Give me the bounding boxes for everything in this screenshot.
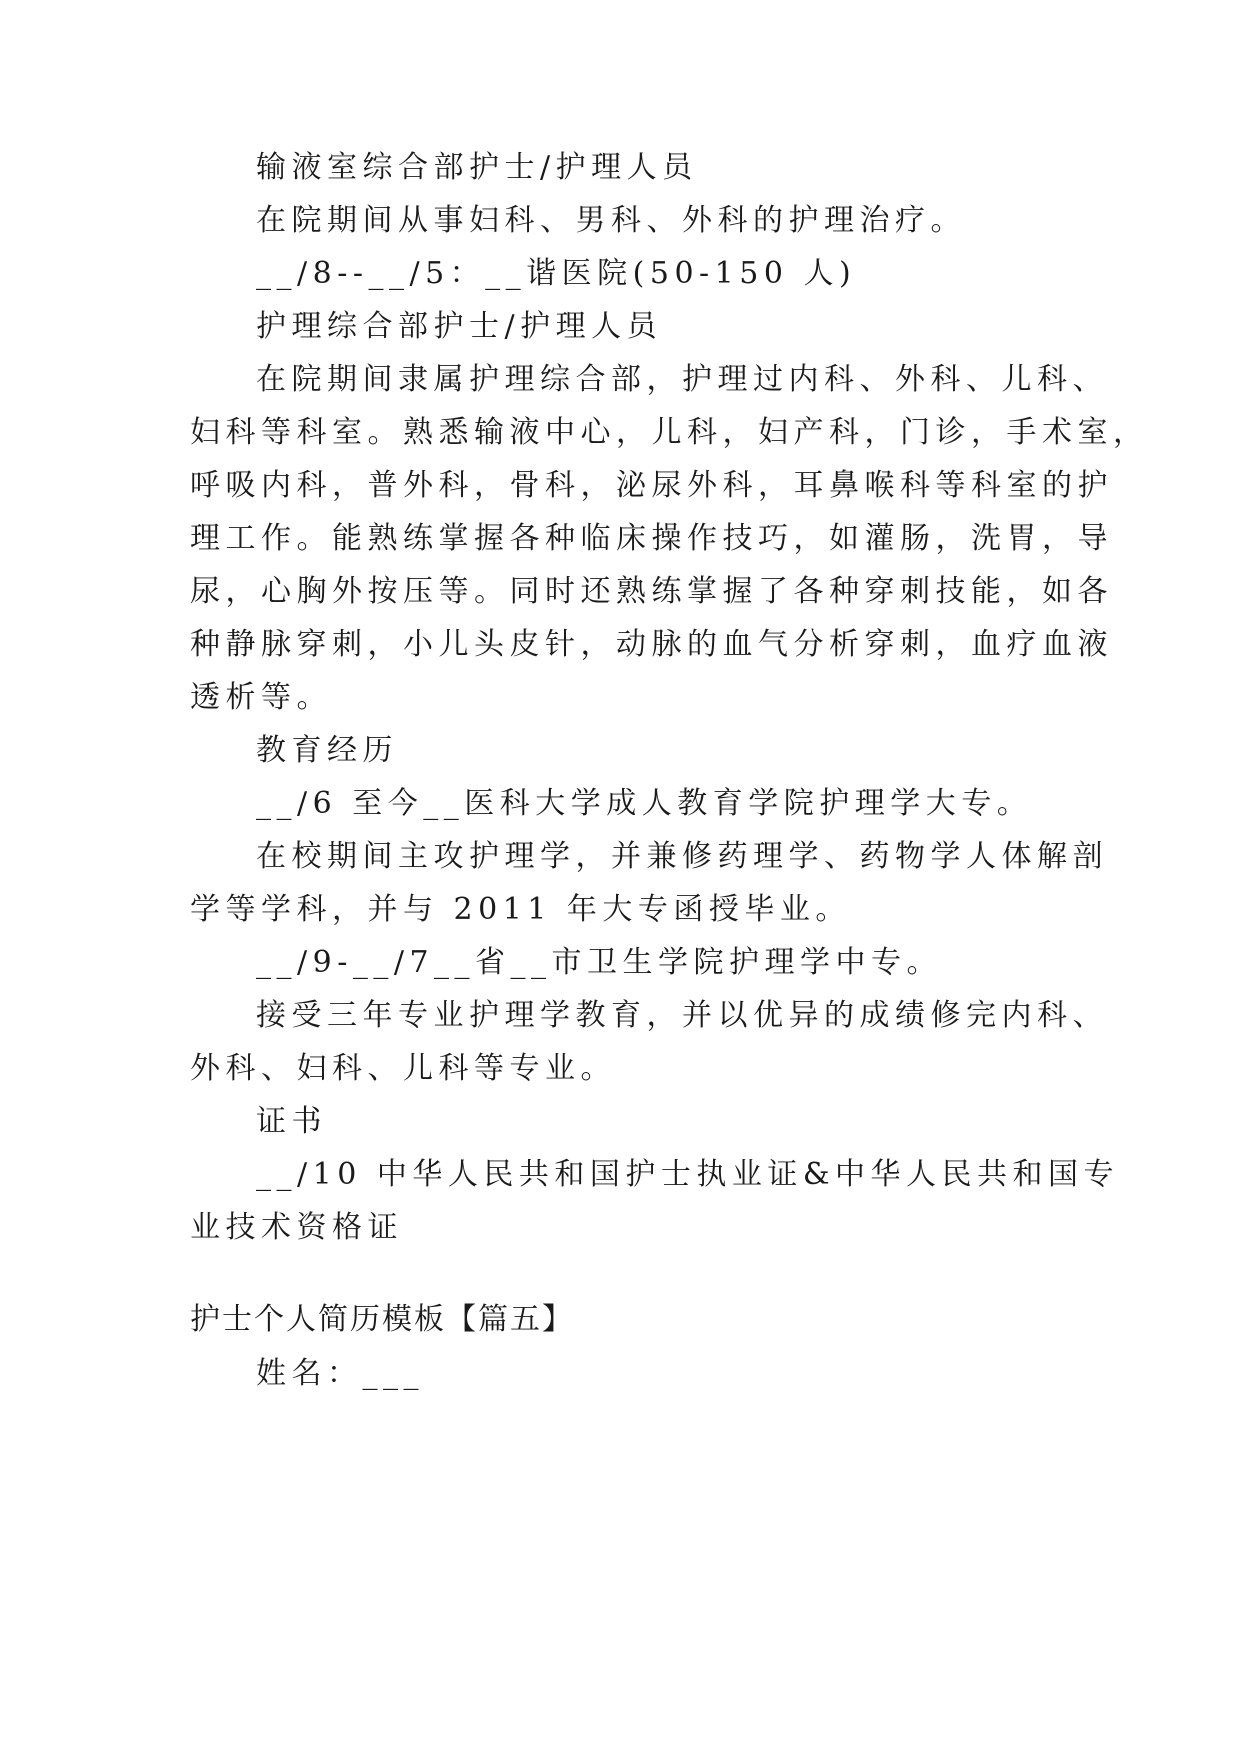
certificate-line: 业技术资格证 bbox=[190, 1210, 403, 1245]
education-description-line: 学等学科，并与 2011 年大专函授毕业。 bbox=[190, 892, 851, 927]
employment-period-line: __/8--__/5：__谐医院(50-150 人) bbox=[256, 256, 857, 291]
job-title-line: 护理综合部护士/护理人员 bbox=[256, 309, 663, 344]
certificate-heading: 证书 bbox=[256, 1104, 327, 1139]
job-description-line: 尿，心胸外按压等。同时还熟练掌握了各种穿刺技能，如各 bbox=[190, 574, 1113, 609]
certificate-line: __/10 中华人民共和国护士执业证&中华人民共和国专 bbox=[256, 1157, 1120, 1192]
job-description-line: 妇科等科室。熟悉输液中心，儿科，妇产科，门诊，手术室， bbox=[190, 415, 1149, 450]
education-heading: 教育经历 bbox=[256, 733, 398, 768]
job-description-line: 在院期间从事妇科、男科、外科的护理治疗。 bbox=[256, 203, 966, 238]
job-title-line: 输液室综合部护士/护理人员 bbox=[256, 150, 698, 185]
education-description-line: 接受三年专业护理学教育，并以优异的成绩修完内科、 bbox=[256, 998, 1108, 1033]
job-description-line: 呼吸内科，普外科，骨科，泌尿外科，耳鼻喉科等科室的护 bbox=[190, 468, 1113, 503]
education-description-line: 在校期间主攻护理学，并兼修药理学、药物学人体解剖 bbox=[256, 839, 1108, 874]
education-entry-line: __/9-__/7__省__市卫生学院护理学中专。 bbox=[256, 945, 943, 980]
job-description-line: 在院期间隶属护理综合部，护理过内科、外科、儿科、 bbox=[256, 362, 1108, 397]
education-entry-line: __/6 至今__医科大学成人教育学院护理学大专。 bbox=[256, 786, 1033, 821]
job-description-line: 透析等。 bbox=[190, 680, 332, 715]
name-field-line: 姓名：___ bbox=[256, 1356, 424, 1391]
job-description-line: 种静脉穿刺，小儿头皮针，动脉的血气分析穿刺，血疗血液 bbox=[190, 627, 1113, 662]
education-description-line: 外科、妇科、儿科等专业。 bbox=[190, 1051, 616, 1086]
job-description-line: 理工作。能熟练掌握各种临床操作技巧，如灌肠，洗胃，导 bbox=[190, 521, 1113, 556]
section-title: 护士个人简历模板【篇五】 bbox=[190, 1302, 574, 1337]
